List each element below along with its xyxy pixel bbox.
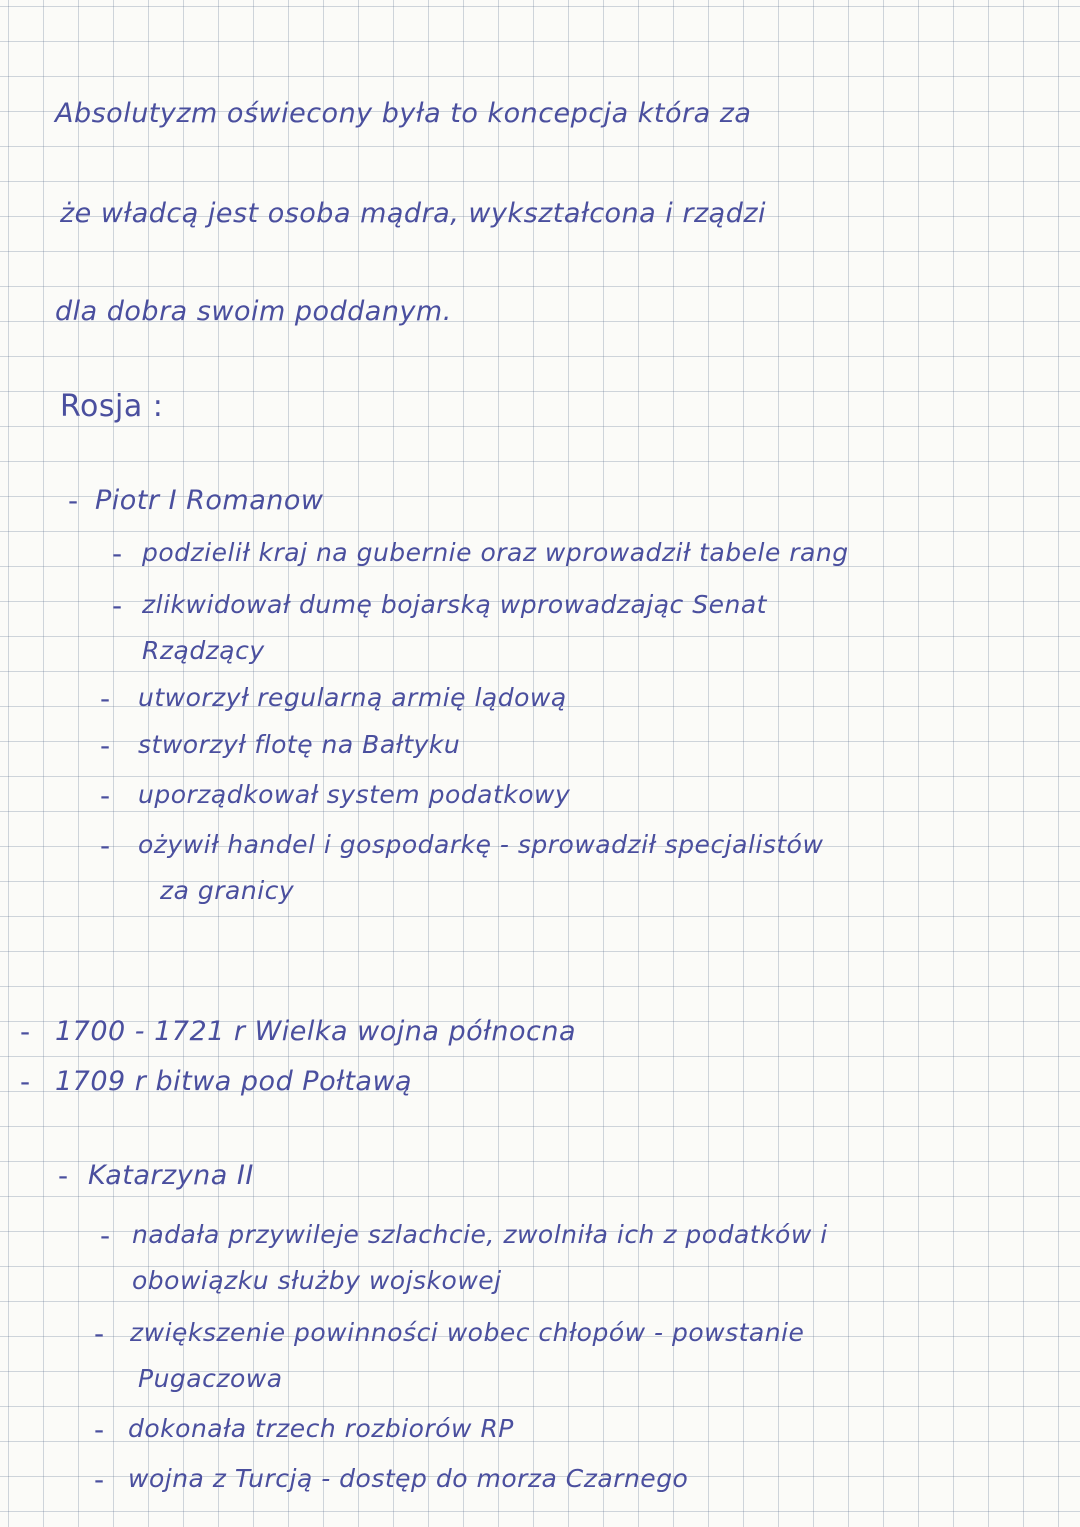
bullet-dash: -: [20, 1065, 31, 1098]
definition-line-1: Absolutyzm oświecony była to koncepcja która za: [55, 98, 752, 129]
katarzyna-item-1-cont: obowiązku służby wojskowej: [132, 1266, 502, 1295]
bullet-dash: -: [94, 1463, 105, 1496]
piotr-item-6: ożywił handel i gospodarkę - sprowadził specjalistów: [138, 830, 824, 859]
katarzyna-item-3: dokonała trzech rozbiorów RP: [128, 1414, 514, 1443]
katarzyna-item-4: wojna z Turcją - dostęp do morza Czarnego: [128, 1464, 689, 1493]
bullet-dash: -: [20, 1015, 31, 1048]
section-heading-rosja: Rosja :: [60, 389, 164, 424]
piotr-item-1: podzielił kraj na gubernie oraz wprowadził tabele rang: [142, 538, 849, 567]
piotr-item-5: uporządkował system podatkowy: [138, 780, 571, 809]
bullet-dash: -: [100, 779, 111, 812]
katarzyna-item-1: nadała przywileje szlachcie, zwolniła ich z podatków i: [132, 1220, 828, 1249]
bullet-dash: -: [94, 1317, 105, 1350]
definition-line-2: że władcą jest osoba mądra, wykształcona i rządzi: [60, 198, 767, 229]
bullet-dash: -: [58, 1159, 69, 1192]
piotr-item-3: utworzył regularną armię lądową: [138, 683, 567, 712]
definition-line-3: dla dobra swoim poddanym.: [55, 296, 452, 327]
piotr-item-2: zlikwidował dumę bojarską wprowadzając Senat: [142, 590, 767, 619]
bullet-dash: -: [68, 484, 79, 517]
bullet-dash: -: [100, 829, 111, 862]
piotr-item-2-cont: Rządzący: [142, 636, 265, 665]
katarzyna-item-2: zwiększenie powinności wobec chłopów - powstanie: [130, 1318, 805, 1347]
bullet-dash: -: [112, 537, 123, 570]
ruler-name-katarzyna: Katarzyna II: [88, 1160, 254, 1191]
piotr-item-4: stworzył flotę na Bałtyku: [138, 730, 461, 759]
piotr-item-6-cont: za granicy: [160, 876, 295, 905]
katarzyna-item-2-cont: Pugaczowa: [138, 1364, 283, 1393]
bullet-dash: -: [100, 682, 111, 715]
bullet-dash: -: [112, 589, 123, 622]
bullet-dash: -: [100, 1219, 111, 1252]
ruler-name-piotr: Piotr I Romanow: [95, 485, 324, 516]
bullet-dash: -: [100, 729, 111, 762]
bullet-dash: -: [94, 1413, 105, 1446]
date-line-1: 1700 - 1721 r Wielka wojna północna: [55, 1016, 577, 1047]
date-line-2: 1709 r bitwa pod Połtawą: [55, 1066, 413, 1097]
